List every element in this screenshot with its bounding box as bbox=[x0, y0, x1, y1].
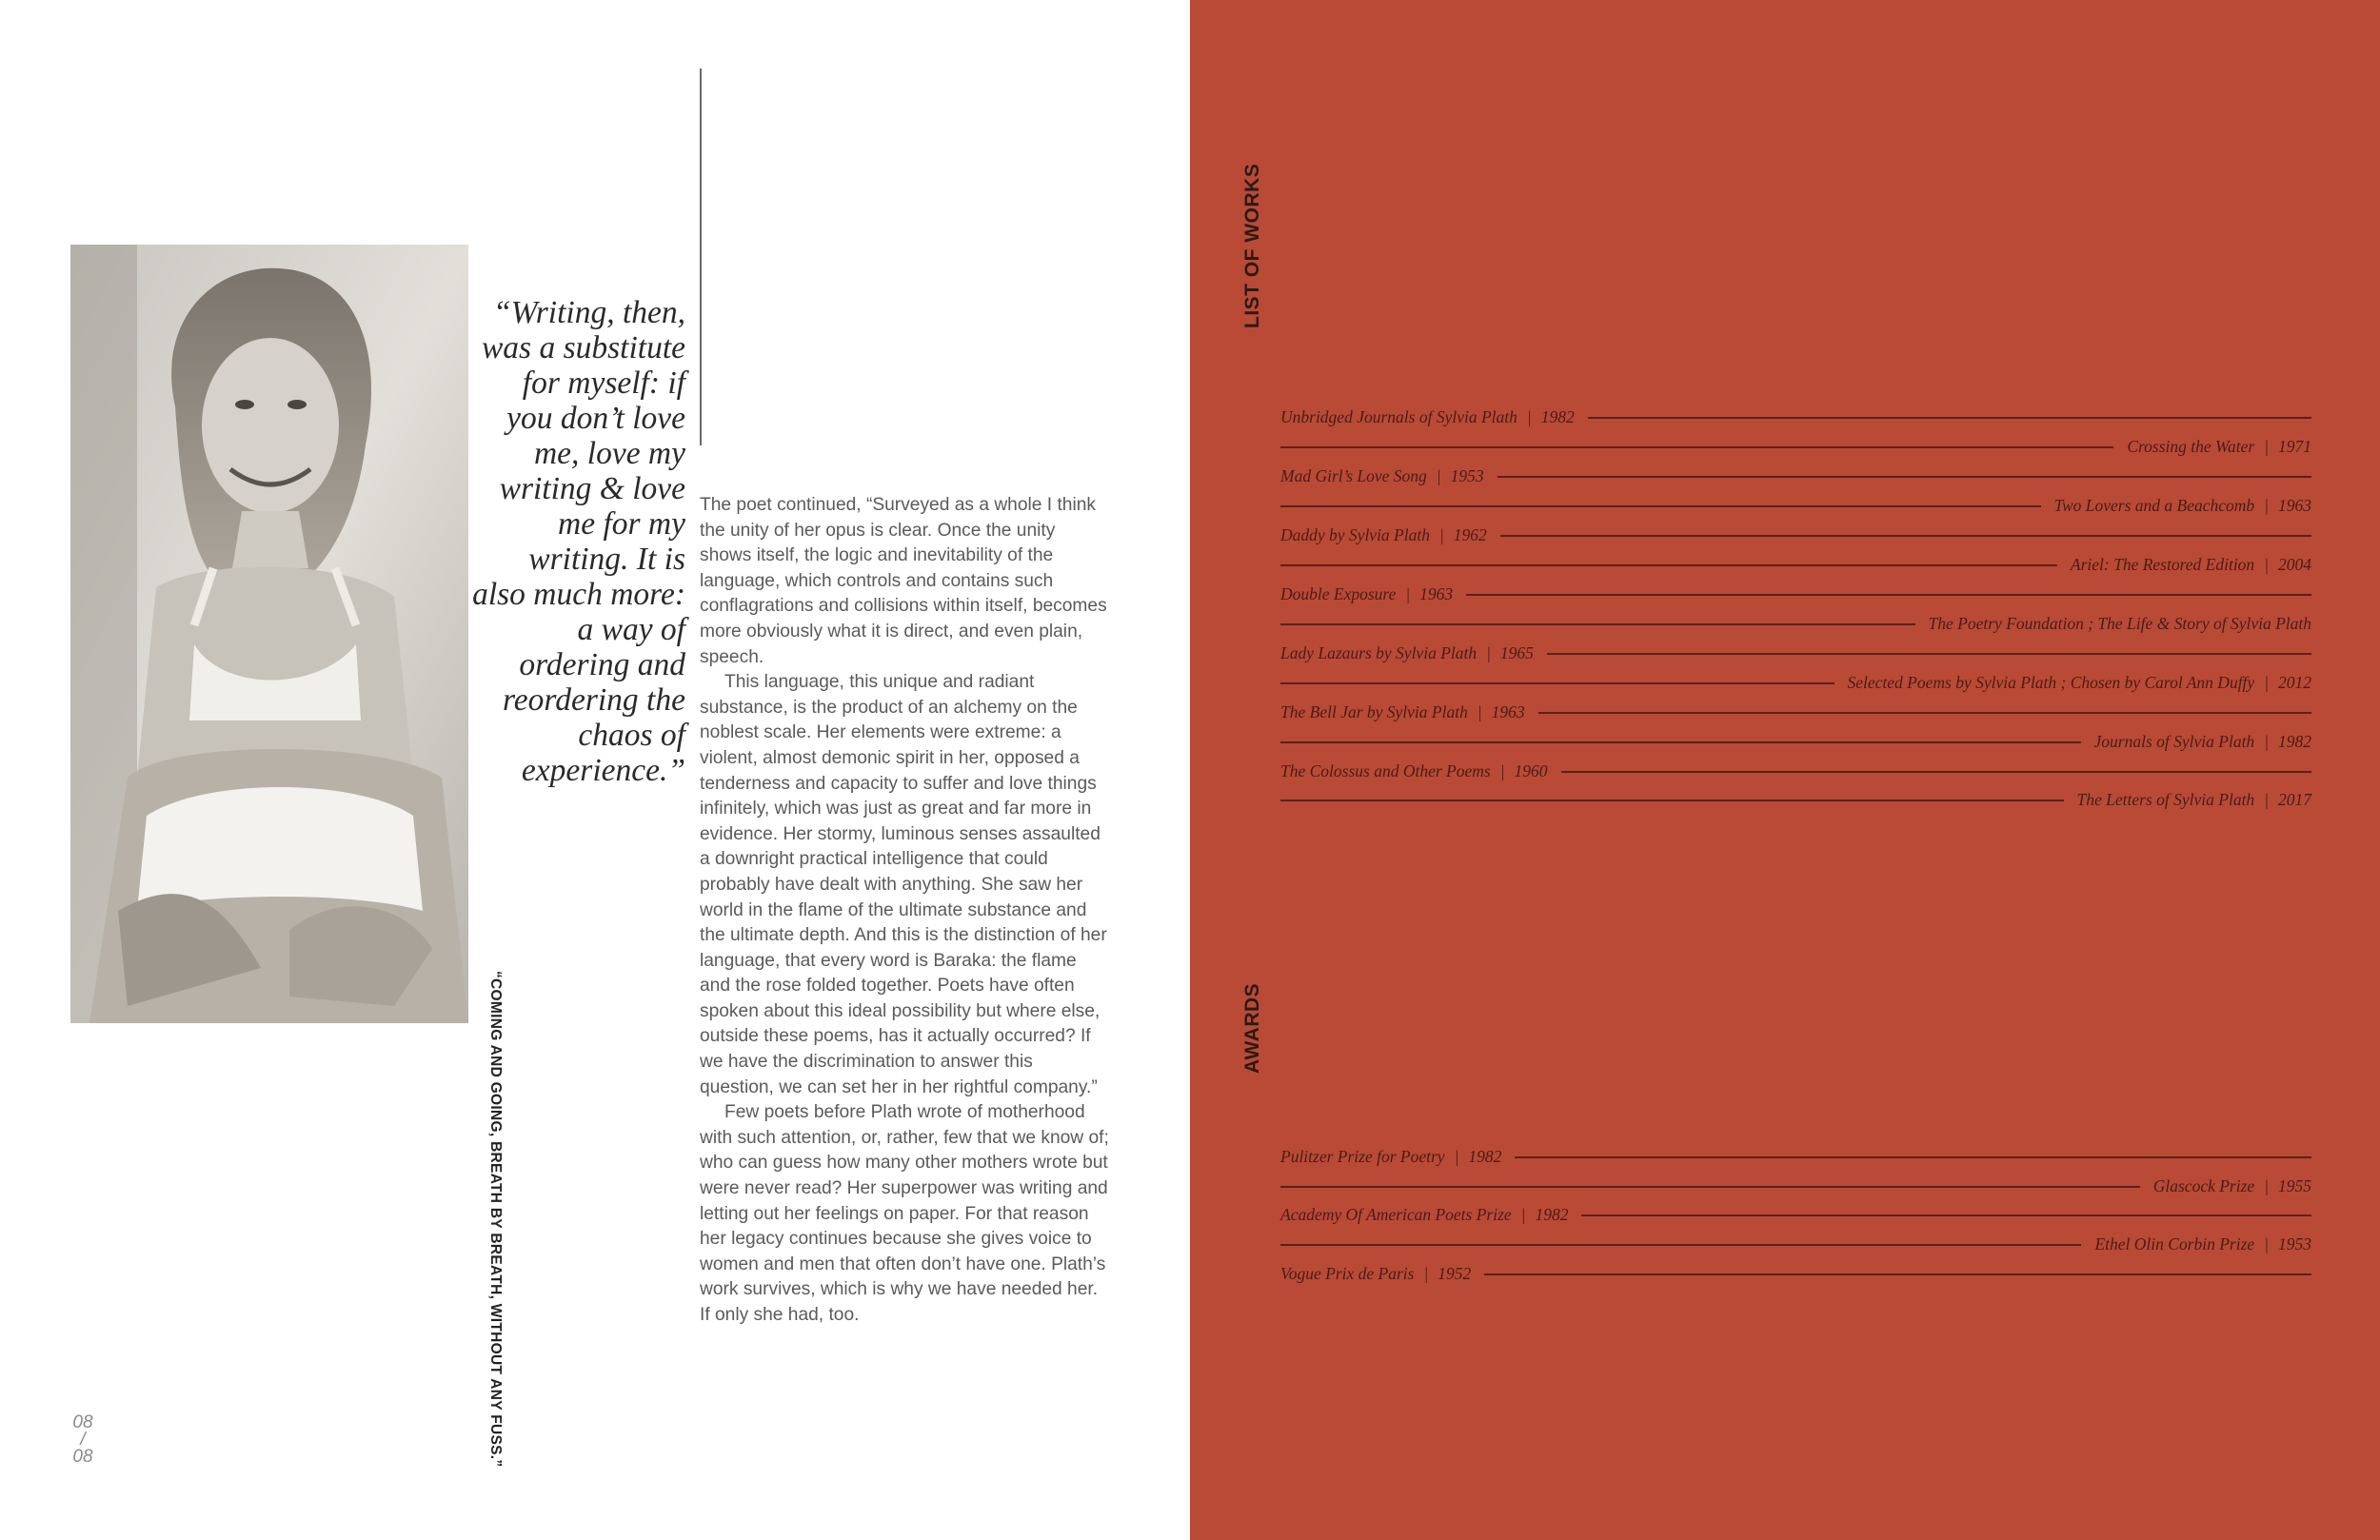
quote-line: for myself: if bbox=[522, 365, 685, 401]
quote-line: reordering the bbox=[503, 682, 685, 718]
work-separator: | bbox=[2264, 673, 2269, 692]
work-separator: | bbox=[2264, 555, 2269, 574]
quote-line: also much more: bbox=[472, 577, 685, 612]
work-item bbox=[1280, 554, 2311, 582]
article-body bbox=[700, 493, 1109, 1329]
body-paragraph: Few poets before Plath wrote of motherhood with such attention, or, rather, few that we know of; who can guess how many other mothers wrote but were never read? Her superpower was writing and letting out her feelings on paper. For that reason her legacy continues because she gives voice to women and men that often don’t have one. Plath’s work survives, which is why we have needed her. If only she had, too. bbox=[700, 1102, 1109, 1325]
quote-line: a way of bbox=[577, 612, 685, 647]
work-year: 1962 bbox=[1453, 525, 1487, 544]
work-separator: | bbox=[1438, 525, 1444, 544]
award-separator: | bbox=[1520, 1205, 1526, 1224]
award-entry bbox=[1280, 1146, 1515, 1167]
body-paragraph: This language, this unique and radiant substance, is the product of an alchemy on the noblest scale. Her elements were extreme: a violent, almost demonic spirit in her, opposed a tenderness and capacity to suffer and love things infinitely, which was just as great and far more in evidence. Her stormy, luminous senses assaulted a downright practical intelligence that could probably have dealt with anything. She saw her world in the flame of the ultimate substance and the ultimate depth. And this is the distinction of her language, that every word is Baraka: the flame and the rose folded together. Poets have often spoken about this ideal possibility but where else, outside these poems, has it actually occurred? If we have the discrimination to answer this question, we can set her in her rightful company.” bbox=[700, 672, 1107, 1097]
work-entry bbox=[1280, 465, 1497, 486]
work-title: Two Lovers and a Beachcomb bbox=[2053, 496, 2255, 515]
award-separator: | bbox=[2264, 1176, 2269, 1195]
work-item bbox=[1280, 583, 2311, 612]
work-title: Unbridged Journals of Sylvia Plath bbox=[1280, 407, 1517, 426]
vertical-rule bbox=[700, 69, 702, 445]
work-title: The Colossus and Other Poems bbox=[1280, 761, 1491, 780]
work-entry bbox=[2113, 436, 2311, 457]
award-item bbox=[1280, 1146, 2311, 1175]
quote-line: chaos of bbox=[578, 718, 685, 753]
work-entry bbox=[1280, 406, 1588, 427]
work-entry bbox=[1280, 642, 1547, 663]
award-year: 1982 bbox=[1468, 1147, 1502, 1166]
work-title: Journals of Sylvia Plath bbox=[2093, 732, 2255, 751]
pull-quote bbox=[471, 295, 685, 788]
work-title: The Letters of Sylvia Plath bbox=[2076, 790, 2255, 809]
work-entry bbox=[2041, 495, 2311, 516]
page-number bbox=[69, 1414, 97, 1466]
work-separator: | bbox=[1526, 407, 1532, 426]
work-year: 2017 bbox=[2278, 790, 2311, 809]
work-entry bbox=[1280, 524, 1500, 545]
work-item bbox=[1280, 406, 2311, 435]
work-entry bbox=[2057, 554, 2311, 575]
quote-line: writing & love bbox=[499, 471, 685, 506]
work-title: Selected Poems by Sylvia Plath ; Chosen by Carol Ann Duffy bbox=[1847, 673, 2255, 692]
award-title: Glascock Prize bbox=[2152, 1176, 2255, 1195]
quote-line: ordering and bbox=[519, 647, 685, 682]
work-entry bbox=[1280, 760, 1561, 781]
work-separator: | bbox=[1405, 584, 1411, 603]
work-year: 1965 bbox=[1499, 643, 1534, 662]
work-separator: | bbox=[2264, 496, 2269, 515]
work-item bbox=[1280, 760, 2311, 789]
work-separator: | bbox=[2264, 437, 2269, 456]
award-item bbox=[1280, 1234, 2311, 1262]
work-entry bbox=[1280, 701, 1538, 722]
work-year: 1971 bbox=[2278, 437, 2311, 456]
work-entry bbox=[1835, 672, 2312, 693]
work-item bbox=[1280, 642, 2311, 671]
work-item bbox=[1280, 495, 2311, 523]
work-year: 1953 bbox=[1450, 466, 1484, 485]
award-year: 1952 bbox=[1438, 1264, 1472, 1283]
award-title: Pulitzer Prize for Poetry bbox=[1280, 1147, 1445, 1166]
award-separator: | bbox=[2264, 1234, 2269, 1254]
work-separator: | bbox=[2264, 790, 2269, 809]
work-title: The Poetry Foundation ; The Life & Story of Sylvia Plath bbox=[1928, 614, 2311, 633]
work-title: Mad Girl’s Love Song bbox=[1280, 466, 1427, 485]
work-item bbox=[1280, 613, 2311, 642]
work-title: Crossing the Water bbox=[2127, 437, 2255, 456]
award-entry bbox=[2140, 1175, 2311, 1196]
work-entry bbox=[2081, 731, 2311, 752]
award-entry bbox=[2081, 1234, 2311, 1254]
work-year: 1963 bbox=[1419, 584, 1454, 603]
award-entry bbox=[1280, 1263, 1484, 1284]
work-year: 2004 bbox=[2278, 555, 2311, 574]
work-item bbox=[1280, 524, 2311, 553]
award-item bbox=[1280, 1263, 2311, 1292]
work-year: 1982 bbox=[1540, 407, 1575, 426]
page-current: 08 bbox=[72, 1412, 93, 1432]
body-paragraph: The poet continued, “Surveyed as a whole I think the unity of her opus is clear. Once the unity shows itself, the logic and inevitability of the language, which controls and contains such conflagrations and collisions within itself, becomes more obviously what it is direct, and even plain, speech. bbox=[700, 495, 1107, 667]
work-item bbox=[1280, 465, 2311, 494]
work-year: 1963 bbox=[1491, 702, 1525, 721]
award-item bbox=[1280, 1175, 2311, 1204]
work-item bbox=[1280, 672, 2311, 701]
quote-line: writing. It is bbox=[528, 542, 685, 577]
work-separator: | bbox=[1486, 643, 1491, 662]
portrait-illustration bbox=[70, 245, 468, 1023]
award-title: Vogue Prix de Paris bbox=[1280, 1264, 1415, 1283]
award-year: 1953 bbox=[2278, 1234, 2311, 1254]
work-entry bbox=[1280, 583, 1466, 604]
award-year: 1955 bbox=[2278, 1176, 2311, 1195]
work-title: Daddy by Sylvia Plath bbox=[1280, 525, 1430, 544]
work-separator: | bbox=[1436, 466, 1441, 485]
portrait-photo bbox=[70, 245, 468, 1023]
work-title: Ariel: The Restored Edition bbox=[2070, 555, 2255, 574]
quote-line: “Writing, then, bbox=[493, 295, 685, 330]
award-item bbox=[1280, 1204, 2311, 1233]
quote-line: you don’t love bbox=[506, 401, 685, 436]
work-title: Double Exposure bbox=[1280, 584, 1397, 603]
list-of-works-heading: LIST OF WORKS bbox=[1241, 163, 1263, 328]
work-item bbox=[1280, 436, 2311, 464]
work-item bbox=[1280, 731, 2311, 760]
quote-line: me for my bbox=[558, 506, 685, 542]
vertical-quote: “COMING AND GOING, BREATH BY BREATH, WITHOUT ANY FUSS.” bbox=[487, 971, 504, 1468]
quote-line: was a substitute bbox=[481, 330, 685, 365]
quote-line: experience.” bbox=[521, 753, 685, 788]
work-year: 1960 bbox=[1514, 761, 1548, 780]
page-total: 08 bbox=[72, 1447, 93, 1467]
page-separator: / bbox=[80, 1430, 86, 1450]
awards-heading: AWARDS bbox=[1241, 982, 1263, 1074]
work-separator: | bbox=[1477, 702, 1482, 721]
work-separator: | bbox=[2264, 732, 2269, 751]
work-item bbox=[1280, 701, 2311, 730]
work-entry bbox=[1915, 613, 2311, 634]
work-separator: | bbox=[1499, 761, 1505, 780]
work-year: 2012 bbox=[2278, 673, 2311, 692]
work-item bbox=[1280, 789, 2311, 818]
award-title: Academy Of American Poets Prize bbox=[1280, 1205, 1512, 1224]
work-title: The Bell Jar by Sylvia Plath bbox=[1280, 702, 1468, 721]
work-entry bbox=[2064, 789, 2311, 810]
work-year: 1963 bbox=[2278, 496, 2311, 515]
work-year: 1982 bbox=[2278, 732, 2311, 751]
award-separator: | bbox=[1423, 1264, 1429, 1283]
award-entry bbox=[1280, 1204, 1581, 1225]
work-title: Lady Lazaurs by Sylvia Plath bbox=[1280, 643, 1478, 662]
quote-line: me, love my bbox=[533, 436, 685, 471]
award-separator: | bbox=[1454, 1147, 1459, 1166]
award-title: Ethel Olin Corbin Prize bbox=[2094, 1234, 2255, 1254]
award-year: 1982 bbox=[1535, 1205, 1569, 1224]
